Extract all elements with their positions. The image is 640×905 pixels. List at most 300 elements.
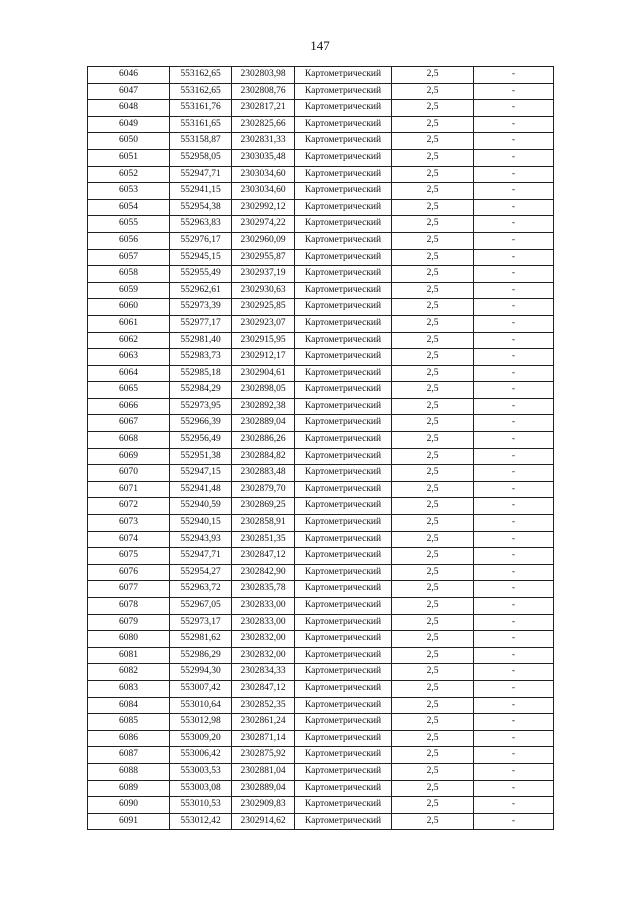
table-row bbox=[88, 282, 554, 299]
method-cell: Картометрический bbox=[295, 183, 392, 200]
y-coordinate-cell: 2302898,05 bbox=[232, 382, 295, 399]
table-row bbox=[88, 299, 554, 316]
accuracy-cell: 2,5 bbox=[392, 332, 474, 349]
note-cell: - bbox=[474, 116, 554, 133]
accuracy-cell: 2,5 bbox=[392, 780, 474, 797]
method-cell: Картометрический bbox=[295, 697, 392, 714]
method-cell: Картометрический bbox=[295, 680, 392, 697]
note-cell: - bbox=[474, 730, 554, 747]
accuracy-cell: 2,5 bbox=[392, 216, 474, 233]
method-cell: Картометрический bbox=[295, 149, 392, 166]
accuracy-cell: 2,5 bbox=[392, 797, 474, 814]
note-cell: - bbox=[474, 631, 554, 648]
point-number-cell: 6054 bbox=[88, 199, 170, 216]
x-coordinate-cell: 552966,39 bbox=[170, 415, 232, 432]
method-cell: Картометрический bbox=[295, 813, 392, 830]
x-coordinate-cell: 552941,48 bbox=[170, 481, 232, 498]
table-row bbox=[88, 647, 554, 664]
point-number-cell: 6080 bbox=[88, 631, 170, 648]
note-cell: - bbox=[474, 249, 554, 266]
point-number-cell: 6047 bbox=[88, 83, 170, 100]
accuracy-cell: 2,5 bbox=[392, 133, 474, 150]
accuracy-cell: 2,5 bbox=[392, 183, 474, 200]
table-row bbox=[88, 249, 554, 266]
method-cell: Картометрический bbox=[295, 763, 392, 780]
accuracy-cell: 2,5 bbox=[392, 680, 474, 697]
table-row bbox=[88, 116, 554, 133]
x-coordinate-cell: 552981,62 bbox=[170, 631, 232, 648]
x-coordinate-cell: 552955,49 bbox=[170, 266, 232, 283]
accuracy-cell: 2,5 bbox=[392, 100, 474, 117]
method-cell: Картометрический bbox=[295, 315, 392, 332]
point-number-cell: 6086 bbox=[88, 730, 170, 747]
note-cell: - bbox=[474, 315, 554, 332]
method-cell: Картометрический bbox=[295, 166, 392, 183]
x-coordinate-cell: 552973,39 bbox=[170, 299, 232, 316]
table-row bbox=[88, 398, 554, 415]
note-cell: - bbox=[474, 481, 554, 498]
note-cell: - bbox=[474, 282, 554, 299]
y-coordinate-cell: 2302889,04 bbox=[232, 780, 295, 797]
point-number-cell: 6088 bbox=[88, 763, 170, 780]
x-coordinate-cell: 553161,76 bbox=[170, 100, 232, 117]
table-row bbox=[88, 83, 554, 100]
point-number-cell: 6056 bbox=[88, 232, 170, 249]
table-row bbox=[88, 730, 554, 747]
point-number-cell: 6049 bbox=[88, 116, 170, 133]
table-row bbox=[88, 149, 554, 166]
note-cell: - bbox=[474, 598, 554, 615]
method-cell: Картометрический bbox=[295, 714, 392, 731]
y-coordinate-cell: 2302852,35 bbox=[232, 697, 295, 714]
method-cell: Картометрический bbox=[295, 531, 392, 548]
y-coordinate-cell: 2302955,87 bbox=[232, 249, 295, 266]
y-coordinate-cell: 2302909,83 bbox=[232, 797, 295, 814]
point-number-cell: 6061 bbox=[88, 315, 170, 332]
y-coordinate-cell: 2302904,61 bbox=[232, 365, 295, 382]
method-cell: Картометрический bbox=[295, 581, 392, 598]
x-coordinate-cell: 552954,27 bbox=[170, 564, 232, 581]
table-row bbox=[88, 797, 554, 814]
point-number-cell: 6046 bbox=[88, 67, 170, 84]
y-coordinate-cell: 2302925,85 bbox=[232, 299, 295, 316]
note-cell: - bbox=[474, 183, 554, 200]
method-cell: Картометрический bbox=[295, 266, 392, 283]
accuracy-cell: 2,5 bbox=[392, 730, 474, 747]
method-cell: Картометрический bbox=[295, 548, 392, 565]
point-number-cell: 6077 bbox=[88, 581, 170, 598]
y-coordinate-cell: 2303035,48 bbox=[232, 149, 295, 166]
x-coordinate-cell: 553003,08 bbox=[170, 780, 232, 797]
y-coordinate-cell: 2302915,95 bbox=[232, 332, 295, 349]
y-coordinate-cell: 2302912,17 bbox=[232, 349, 295, 366]
note-cell: - bbox=[474, 813, 554, 830]
x-coordinate-cell: 553161,65 bbox=[170, 116, 232, 133]
y-coordinate-cell: 2302884,82 bbox=[232, 448, 295, 465]
table-row bbox=[88, 232, 554, 249]
y-coordinate-cell: 2302833,00 bbox=[232, 614, 295, 631]
accuracy-cell: 2,5 bbox=[392, 465, 474, 482]
accuracy-cell: 2,5 bbox=[392, 432, 474, 449]
y-coordinate-cell: 2302835,78 bbox=[232, 581, 295, 598]
point-number-cell: 6067 bbox=[88, 415, 170, 432]
method-cell: Картометрический bbox=[295, 382, 392, 399]
y-coordinate-cell: 2302871,14 bbox=[232, 730, 295, 747]
method-cell: Картометрический bbox=[295, 332, 392, 349]
note-cell: - bbox=[474, 332, 554, 349]
point-number-cell: 6090 bbox=[88, 797, 170, 814]
table-row bbox=[88, 664, 554, 681]
y-coordinate-cell: 2302847,12 bbox=[232, 548, 295, 565]
table-row bbox=[88, 332, 554, 349]
table-row bbox=[88, 498, 554, 515]
method-cell: Картометрический bbox=[295, 481, 392, 498]
x-coordinate-cell: 552976,17 bbox=[170, 232, 232, 249]
accuracy-cell: 2,5 bbox=[392, 365, 474, 382]
method-cell: Картометрический bbox=[295, 398, 392, 415]
accuracy-cell: 2,5 bbox=[392, 266, 474, 283]
accuracy-cell: 2,5 bbox=[392, 415, 474, 432]
x-coordinate-cell: 552941,15 bbox=[170, 183, 232, 200]
x-coordinate-cell: 552958,05 bbox=[170, 149, 232, 166]
table-row bbox=[88, 813, 554, 830]
note-cell: - bbox=[474, 581, 554, 598]
method-cell: Картометрический bbox=[295, 730, 392, 747]
accuracy-cell: 2,5 bbox=[392, 83, 474, 100]
note-cell: - bbox=[474, 697, 554, 714]
accuracy-cell: 2,5 bbox=[392, 481, 474, 498]
x-coordinate-cell: 553010,53 bbox=[170, 797, 232, 814]
y-coordinate-cell: 2302817,21 bbox=[232, 100, 295, 117]
accuracy-cell: 2,5 bbox=[392, 398, 474, 415]
y-coordinate-cell: 2302851,35 bbox=[232, 531, 295, 548]
point-number-cell: 6057 bbox=[88, 249, 170, 266]
point-number-cell: 6059 bbox=[88, 282, 170, 299]
accuracy-cell: 2,5 bbox=[392, 548, 474, 565]
table-row bbox=[88, 614, 554, 631]
point-number-cell: 6066 bbox=[88, 398, 170, 415]
x-coordinate-cell: 553012,42 bbox=[170, 813, 232, 830]
x-coordinate-cell: 552986,29 bbox=[170, 647, 232, 664]
note-cell: - bbox=[474, 747, 554, 764]
note-cell: - bbox=[474, 415, 554, 432]
note-cell: - bbox=[474, 763, 554, 780]
y-coordinate-cell: 2302892,38 bbox=[232, 398, 295, 415]
point-number-cell: 6058 bbox=[88, 266, 170, 283]
note-cell: - bbox=[474, 349, 554, 366]
y-coordinate-cell: 2302875,92 bbox=[232, 747, 295, 764]
method-cell: Картометрический bbox=[295, 564, 392, 581]
y-coordinate-cell: 2302883,48 bbox=[232, 465, 295, 482]
table-row bbox=[88, 266, 554, 283]
accuracy-cell: 2,5 bbox=[392, 299, 474, 316]
method-cell: Картометрический bbox=[295, 349, 392, 366]
y-coordinate-cell: 2303034,60 bbox=[232, 166, 295, 183]
note-cell: - bbox=[474, 515, 554, 532]
y-coordinate-cell: 2302847,12 bbox=[232, 680, 295, 697]
accuracy-cell: 2,5 bbox=[392, 282, 474, 299]
table-body bbox=[88, 67, 554, 830]
point-number-cell: 6055 bbox=[88, 216, 170, 233]
method-cell: Картометрический bbox=[295, 498, 392, 515]
x-coordinate-cell: 553162,65 bbox=[170, 67, 232, 84]
method-cell: Картометрический bbox=[295, 515, 392, 532]
y-coordinate-cell: 2302960,09 bbox=[232, 232, 295, 249]
accuracy-cell: 2,5 bbox=[392, 448, 474, 465]
note-cell: - bbox=[474, 714, 554, 731]
x-coordinate-cell: 552956,49 bbox=[170, 432, 232, 449]
table-row bbox=[88, 315, 554, 332]
point-number-cell: 6083 bbox=[88, 680, 170, 697]
accuracy-cell: 2,5 bbox=[392, 697, 474, 714]
x-coordinate-cell: 552962,61 bbox=[170, 282, 232, 299]
point-number-cell: 6070 bbox=[88, 465, 170, 482]
page-number: 147 bbox=[310, 38, 330, 53]
note-cell: - bbox=[474, 266, 554, 283]
note-cell: - bbox=[474, 299, 554, 316]
point-number-cell: 6082 bbox=[88, 664, 170, 681]
y-coordinate-cell: 2302881,04 bbox=[232, 763, 295, 780]
note-cell: - bbox=[474, 647, 554, 664]
accuracy-cell: 2,5 bbox=[392, 166, 474, 183]
accuracy-cell: 2,5 bbox=[392, 67, 474, 84]
x-coordinate-cell: 552945,15 bbox=[170, 249, 232, 266]
y-coordinate-cell: 2302992,12 bbox=[232, 199, 295, 216]
table-row bbox=[88, 531, 554, 548]
coordinates-table bbox=[87, 66, 554, 830]
point-number-cell: 6074 bbox=[88, 531, 170, 548]
method-cell: Картометрический bbox=[295, 282, 392, 299]
note-cell: - bbox=[474, 166, 554, 183]
x-coordinate-cell: 552981,40 bbox=[170, 332, 232, 349]
table-row bbox=[88, 564, 554, 581]
table-row bbox=[88, 548, 554, 565]
note-cell: - bbox=[474, 465, 554, 482]
table-row bbox=[88, 216, 554, 233]
note-cell: - bbox=[474, 398, 554, 415]
point-number-cell: 6050 bbox=[88, 133, 170, 150]
y-coordinate-cell: 2302832,00 bbox=[232, 631, 295, 648]
y-coordinate-cell: 2302869,25 bbox=[232, 498, 295, 515]
accuracy-cell: 2,5 bbox=[392, 813, 474, 830]
accuracy-cell: 2,5 bbox=[392, 664, 474, 681]
point-number-cell: 6072 bbox=[88, 498, 170, 515]
accuracy-cell: 2,5 bbox=[392, 232, 474, 249]
method-cell: Картометрический bbox=[295, 216, 392, 233]
y-coordinate-cell: 2302808,76 bbox=[232, 83, 295, 100]
point-number-cell: 6085 bbox=[88, 714, 170, 731]
table-row bbox=[88, 515, 554, 532]
y-coordinate-cell: 2302879,70 bbox=[232, 481, 295, 498]
method-cell: Картометрический bbox=[295, 465, 392, 482]
x-coordinate-cell: 552984,29 bbox=[170, 382, 232, 399]
accuracy-cell: 2,5 bbox=[392, 747, 474, 764]
y-coordinate-cell: 2302858,91 bbox=[232, 515, 295, 532]
y-coordinate-cell: 2302930,63 bbox=[232, 282, 295, 299]
note-cell: - bbox=[474, 614, 554, 631]
note-cell: - bbox=[474, 100, 554, 117]
y-coordinate-cell: 2302832,00 bbox=[232, 647, 295, 664]
table-row bbox=[88, 631, 554, 648]
x-coordinate-cell: 553010,64 bbox=[170, 697, 232, 714]
accuracy-cell: 2,5 bbox=[392, 149, 474, 166]
table-row bbox=[88, 183, 554, 200]
table-row bbox=[88, 199, 554, 216]
note-cell: - bbox=[474, 365, 554, 382]
y-coordinate-cell: 2302831,33 bbox=[232, 133, 295, 150]
table-row bbox=[88, 166, 554, 183]
accuracy-cell: 2,5 bbox=[392, 116, 474, 133]
method-cell: Картометрический bbox=[295, 747, 392, 764]
point-number-cell: 6076 bbox=[88, 564, 170, 581]
x-coordinate-cell: 553006,42 bbox=[170, 747, 232, 764]
x-coordinate-cell: 552963,83 bbox=[170, 216, 232, 233]
x-coordinate-cell: 553012,98 bbox=[170, 714, 232, 731]
method-cell: Картометрический bbox=[295, 232, 392, 249]
note-cell: - bbox=[474, 232, 554, 249]
point-number-cell: 6053 bbox=[88, 183, 170, 200]
x-coordinate-cell: 553007,42 bbox=[170, 680, 232, 697]
point-number-cell: 6052 bbox=[88, 166, 170, 183]
method-cell: Картометрический bbox=[295, 780, 392, 797]
method-cell: Картометрический bbox=[295, 83, 392, 100]
point-number-cell: 6081 bbox=[88, 647, 170, 664]
method-cell: Картометрический bbox=[295, 415, 392, 432]
y-coordinate-cell: 2302803,98 bbox=[232, 67, 295, 84]
table-row bbox=[88, 432, 554, 449]
table-row bbox=[88, 763, 554, 780]
table-row bbox=[88, 448, 554, 465]
point-number-cell: 6048 bbox=[88, 100, 170, 117]
x-coordinate-cell: 553162,65 bbox=[170, 83, 232, 100]
y-coordinate-cell: 2302937,19 bbox=[232, 266, 295, 283]
note-cell: - bbox=[474, 448, 554, 465]
x-coordinate-cell: 552994,30 bbox=[170, 664, 232, 681]
method-cell: Картометрический bbox=[295, 100, 392, 117]
point-number-cell: 6068 bbox=[88, 432, 170, 449]
x-coordinate-cell: 552977,17 bbox=[170, 315, 232, 332]
table-row bbox=[88, 349, 554, 366]
table-row bbox=[88, 481, 554, 498]
y-coordinate-cell: 2302834,33 bbox=[232, 664, 295, 681]
x-coordinate-cell: 553158,87 bbox=[170, 133, 232, 150]
x-coordinate-cell: 552973,95 bbox=[170, 398, 232, 415]
note-cell: - bbox=[474, 149, 554, 166]
point-number-cell: 6063 bbox=[88, 349, 170, 366]
table-row bbox=[88, 714, 554, 731]
accuracy-cell: 2,5 bbox=[392, 647, 474, 664]
method-cell: Картометрический bbox=[295, 133, 392, 150]
table-row bbox=[88, 465, 554, 482]
table-row bbox=[88, 747, 554, 764]
point-number-cell: 6064 bbox=[88, 365, 170, 382]
method-cell: Картометрический bbox=[295, 249, 392, 266]
y-coordinate-cell: 2303034,60 bbox=[232, 183, 295, 200]
note-cell: - bbox=[474, 680, 554, 697]
accuracy-cell: 2,5 bbox=[392, 382, 474, 399]
table-row bbox=[88, 780, 554, 797]
x-coordinate-cell: 552985,18 bbox=[170, 365, 232, 382]
method-cell: Картометрический bbox=[295, 299, 392, 316]
x-coordinate-cell: 552940,59 bbox=[170, 498, 232, 515]
point-number-cell: 6078 bbox=[88, 598, 170, 615]
accuracy-cell: 2,5 bbox=[392, 614, 474, 631]
accuracy-cell: 2,5 bbox=[392, 349, 474, 366]
x-coordinate-cell: 552963,72 bbox=[170, 581, 232, 598]
method-cell: Картометрический bbox=[295, 631, 392, 648]
note-cell: - bbox=[474, 564, 554, 581]
point-number-cell: 6079 bbox=[88, 614, 170, 631]
accuracy-cell: 2,5 bbox=[392, 714, 474, 731]
method-cell: Картометрический bbox=[295, 199, 392, 216]
point-number-cell: 6075 bbox=[88, 548, 170, 565]
table-row bbox=[88, 680, 554, 697]
y-coordinate-cell: 2302833,00 bbox=[232, 598, 295, 615]
note-cell: - bbox=[474, 67, 554, 84]
accuracy-cell: 2,5 bbox=[392, 249, 474, 266]
point-number-cell: 6065 bbox=[88, 382, 170, 399]
table-row bbox=[88, 100, 554, 117]
point-number-cell: 6051 bbox=[88, 149, 170, 166]
note-cell: - bbox=[474, 797, 554, 814]
x-coordinate-cell: 552940,15 bbox=[170, 515, 232, 532]
y-coordinate-cell: 2302974,22 bbox=[232, 216, 295, 233]
accuracy-cell: 2,5 bbox=[392, 598, 474, 615]
accuracy-cell: 2,5 bbox=[392, 763, 474, 780]
accuracy-cell: 2,5 bbox=[392, 498, 474, 515]
method-cell: Картометрический bbox=[295, 365, 392, 382]
x-coordinate-cell: 552973,17 bbox=[170, 614, 232, 631]
point-number-cell: 6091 bbox=[88, 813, 170, 830]
x-coordinate-cell: 552947,71 bbox=[170, 548, 232, 565]
x-coordinate-cell: 553009,20 bbox=[170, 730, 232, 747]
point-number-cell: 6084 bbox=[88, 697, 170, 714]
note-cell: - bbox=[474, 664, 554, 681]
y-coordinate-cell: 2302861,24 bbox=[232, 714, 295, 731]
note-cell: - bbox=[474, 780, 554, 797]
point-number-cell: 6071 bbox=[88, 481, 170, 498]
y-coordinate-cell: 2302914,62 bbox=[232, 813, 295, 830]
x-coordinate-cell: 552947,15 bbox=[170, 465, 232, 482]
x-coordinate-cell: 553003,53 bbox=[170, 763, 232, 780]
accuracy-cell: 2,5 bbox=[392, 199, 474, 216]
method-cell: Картометрический bbox=[295, 67, 392, 84]
x-coordinate-cell: 552951,38 bbox=[170, 448, 232, 465]
table-row bbox=[88, 365, 554, 382]
table-row bbox=[88, 67, 554, 84]
method-cell: Картометрический bbox=[295, 598, 392, 615]
x-coordinate-cell: 552954,38 bbox=[170, 199, 232, 216]
method-cell: Картометрический bbox=[295, 664, 392, 681]
method-cell: Картометрический bbox=[295, 647, 392, 664]
note-cell: - bbox=[474, 382, 554, 399]
x-coordinate-cell: 552943,93 bbox=[170, 531, 232, 548]
point-number-cell: 6069 bbox=[88, 448, 170, 465]
note-cell: - bbox=[474, 216, 554, 233]
method-cell: Картометрический bbox=[295, 797, 392, 814]
table-row bbox=[88, 598, 554, 615]
accuracy-cell: 2,5 bbox=[392, 315, 474, 332]
note-cell: - bbox=[474, 498, 554, 515]
y-coordinate-cell: 2302886,26 bbox=[232, 432, 295, 449]
point-number-cell: 6062 bbox=[88, 332, 170, 349]
point-number-cell: 6089 bbox=[88, 780, 170, 797]
x-coordinate-cell: 552967,05 bbox=[170, 598, 232, 615]
note-cell: - bbox=[474, 133, 554, 150]
table-row bbox=[88, 415, 554, 432]
note-cell: - bbox=[474, 548, 554, 565]
y-coordinate-cell: 2302923,07 bbox=[232, 315, 295, 332]
